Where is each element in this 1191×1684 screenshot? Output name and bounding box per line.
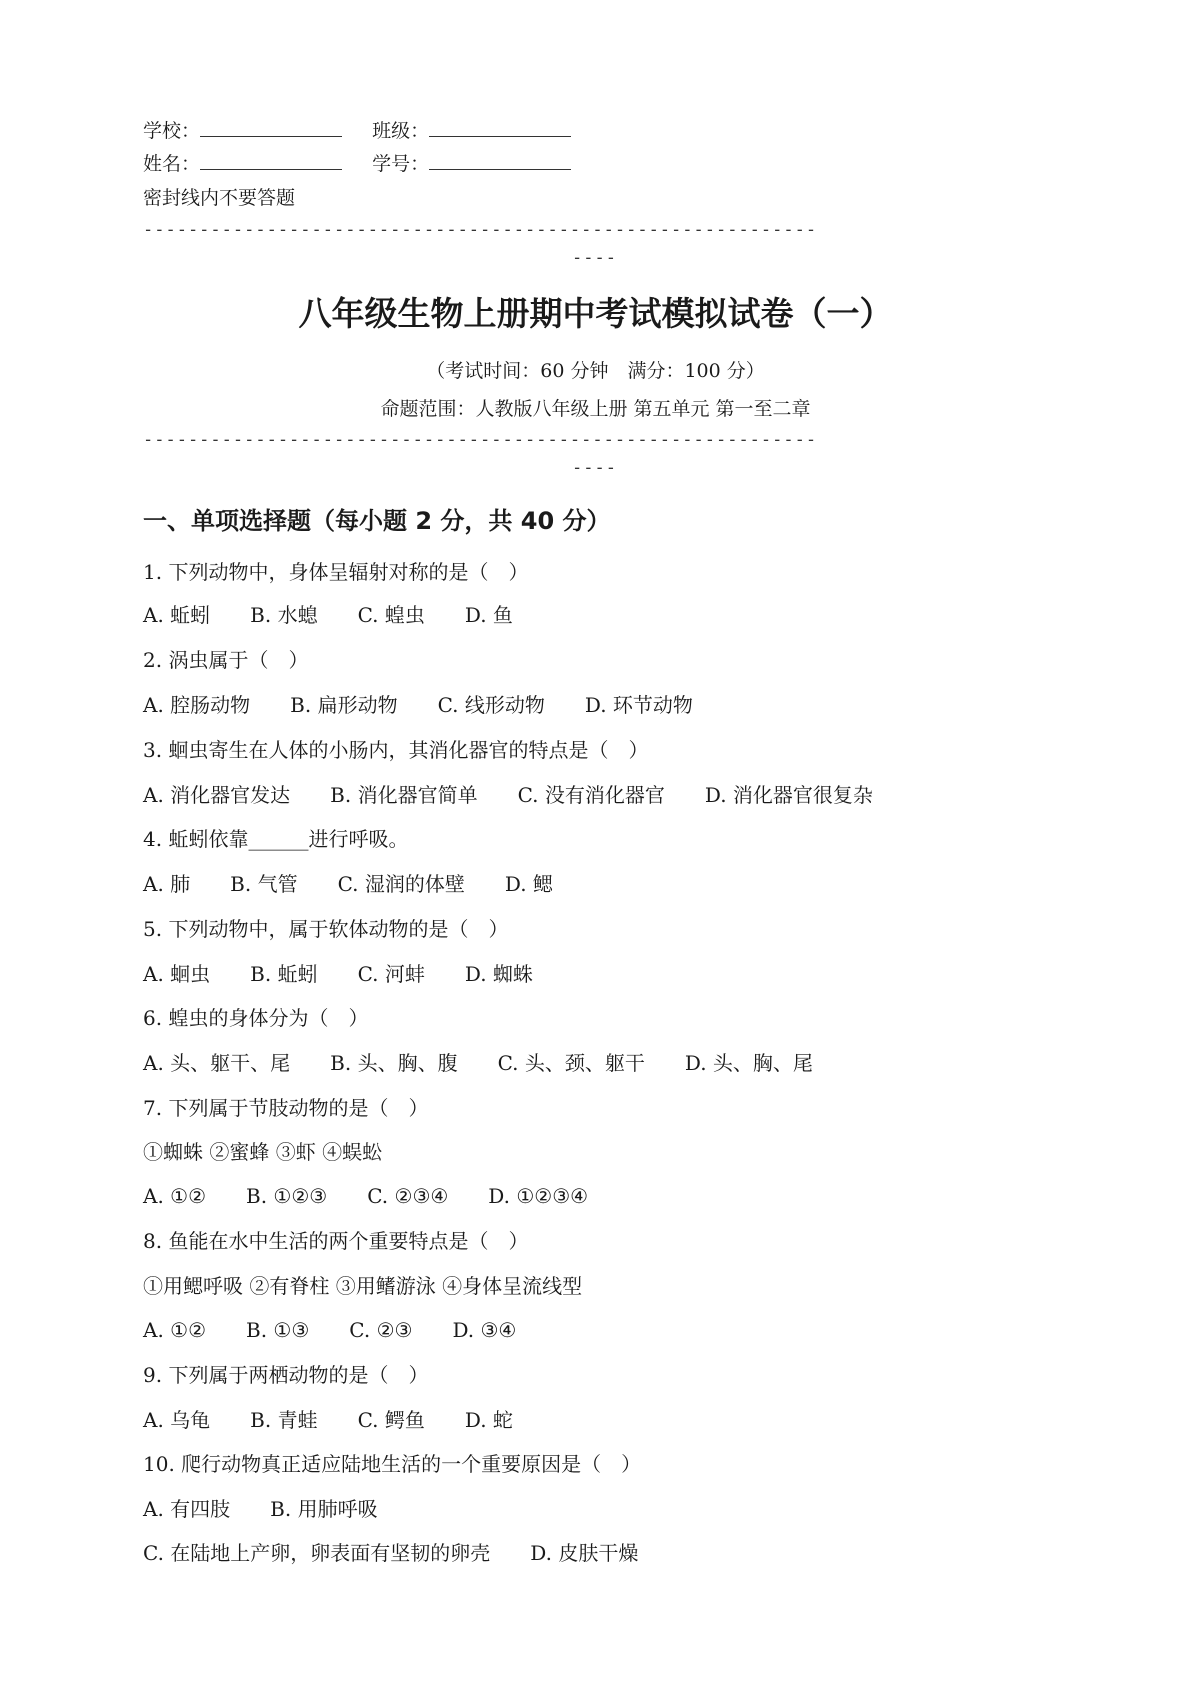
class-blank [429,118,571,137]
name-blank [200,151,342,170]
school-label: 学校： [143,120,201,142]
options-10-ab: A. 有四肢 B. 用肺呼吸 [143,1497,378,1521]
options-8: A. ①② B. ①③ C. ②③ D. ③④ [143,1318,517,1342]
student-number-label: 学号： [372,153,430,175]
seal-line-notice: 密封线内不要答题 [143,187,296,209]
header-row-school-class [143,118,583,143]
section-title: 一、单项选择题（每小题 2 分，共 40 分） [143,507,611,535]
options-10-cd: C. 在陆地上产卵，卵表面有坚韧的卵壳 D. 皮肤干燥 [143,1541,639,1565]
student-number-blank [429,151,571,170]
options-3: A. 消化器官发达 B. 消化器官简单 C. 没有消化器官 D. 消化器官很复杂 [143,783,873,807]
options-2: A. 腔肠动物 B. 扁形动物 C. 线形动物 D. 环节动物 [143,693,693,717]
divider-dash-line: ------------------------------------------------------------ [143,430,818,450]
header-row-name-number [143,151,583,176]
question-8: 8. 鱼能在水中生活的两个重要特点是（ ） [143,1229,529,1253]
seal-dash-line-wrap: ---- [572,248,617,268]
items-7: ①蜘蛛 ②蜜蜂 ③虾 ④蜈蚣 [143,1140,383,1164]
question-3: 3. 蛔虫寄生在人体的小肠内，其消化器官的特点是（ ） [143,738,649,762]
options-5: A. 蛔虫 B. 蚯蚓 C. 河蚌 D. 蜘蛛 [143,962,533,986]
question-10: 10. 爬行动物真正适应陆地生活的一个重要原因是（ ） [143,1452,642,1476]
school-blank [200,118,342,137]
question-4: 4. 蚯蚓依靠______进行呼吸。 [143,827,409,851]
options-6: A. 头、躯干、尾 B. 头、胸、腹 C. 头、颈、躯干 D. 头、胸、尾 [143,1051,813,1075]
options-9: A. 乌龟 B. 青蛙 C. 鳄鱼 D. 蛇 [143,1408,513,1432]
options-1: A. 蚯蚓 B. 水螅 C. 蝗虫 D. 鱼 [143,603,513,627]
options-7: A. ①② B. ①②③ C. ②③④ D. ①②③④ [143,1184,589,1208]
options-4: A. 肺 B. 气管 C. 湿润的体壁 D. 鳃 [143,872,553,896]
name-label: 姓名： [143,153,201,175]
items-8: ①用鳃呼吸 ②有脊柱 ③用鳍游泳 ④身体呈流线型 [143,1274,583,1298]
class-label: 班级： [372,120,430,142]
question-5: 5. 下列动物中，属于软体动物的是（ ） [143,917,509,941]
exam-scope: 命题范围：人教版八年级上册 第五单元 第一至二章 [380,398,811,420]
seal-dash-line: ------------------------------------------------------------ [143,220,818,240]
exam-info: （考试时间：60 分钟 满分：100 分） [426,360,765,382]
exam-title: 八年级生物上册期中考试模拟试卷（一） [298,294,893,333]
question-2: 2. 涡虫属于（ ） [143,648,309,672]
question-1: 1. 下列动物中，身体呈辐射对称的是（ ） [143,560,529,584]
question-7: 7. 下列属于节肢动物的是（ ） [143,1096,429,1120]
question-6: 6. 蝗虫的身体分为（ ） [143,1006,369,1030]
divider-dash-line-wrap: ---- [572,458,617,478]
question-9: 9. 下列属于两栖动物的是（ ） [143,1363,429,1387]
